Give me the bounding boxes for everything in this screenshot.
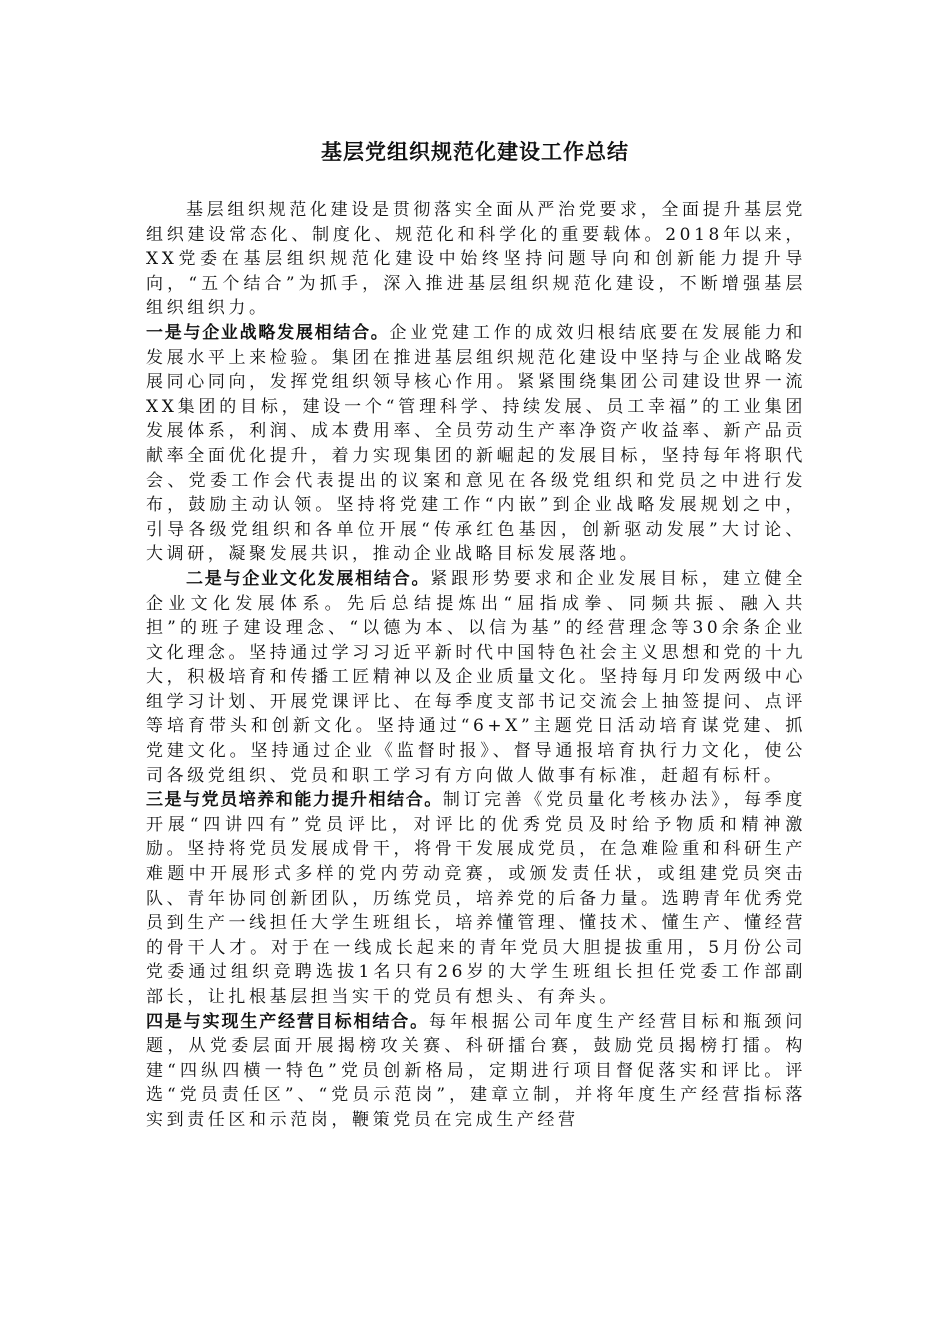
section-heading-4: 四是与实现生产经营目标相结合。 [146,1011,429,1032]
section-heading-1: 一是与企业战略发展相结合。 [146,322,390,343]
section-text-2: 紧跟形势要求和企业发展目标，建立健全企业文化发展体系。先后总结提炼出“屈指成拳、同频共振、融入共担”的班子建设理念、“以德为本、以信为基”的经营理念等30余条企业文化理念。坚持通过学习习近平新时代中国特色社会主义思想和党的十九大，积极培育和传播工匠精神以及企业质量文化。坚持每月印发两级中心组学习计划、开展党课评比、在每季度支部书记交流会上抽签提问、点评等培育带头和创新文化。坚持通过“6+X”主题党日活动培育谋党建、抓党建文化。坚持通过企业《监督时报》、督导通报培育执行力文化，使公司各级党组织、党员和职工学习有方向做人做事有标准，赶超有标杆。 [146,568,806,786]
section-paragraph-1 [146,321,806,567]
section-paragraph-2 [146,567,806,788]
section-paragraph-3 [146,788,806,1009]
section-text-3: 制订完善《党员量化考核办法》，每季度开展“四讲四有”党员评比，对评比的优秀党员及时给予物质和精神激励。坚持将党员发展成骨干，将骨干发展成党员，在急难险重和科研生产难题中开展形式多样的党内劳动竞赛，或颁发责任状，或组建党员突击队、青年协同创新团队，历练党员，培养党的后备力量。选聘青年优秀党员到生产一线担任大学生班组长，培养懂管理、懂技术、懂生产、懂经营的骨干人才。对于在一线成长起来的青年党员大胆提拔重用，5月份公司党委通过组织竞聘选拔1名只有26岁的大学生班组长担任党委工作部副部长，让扎根基层担当实干的党员有想头、有奔头。 [146,790,806,1007]
section-heading-3: 三是与党员培养和能力提升相结合。 [146,790,443,811]
intro-paragraph: 基层组织规范化建设是贯彻落实全面从严治党要求，全面提升基层党组织建设常态化、制度化、规范化和科学化的重要载体。2018年以来，XX党委在基层组织规范化建设中始终坚持问题导向和创新能力提升导向，“五个结合”为抓手，深入推进基层组织规范化建设，不断增强基层组织组织力。 [146,200,806,319]
section-heading-2: 二是与企业文化发展相结合。 [186,568,431,589]
section-paragraph-4 [146,1010,806,1133]
document-title: 基层党组织规范化建设工作总结 [321,140,629,164]
document-body [146,198,806,1133]
section-text-4: 每年根据公司年度生产经营目标和瓶颈问题，从党委层面开展揭榜攻关赛、科研擂台赛，鼓励党员揭榜打擂。构建“四纵四横一特色”党员创新格局，定期进行项目督促落实和评比。评选“党员责任区”、“党员示范岗”，建章立制，并将年度生产经营指标落实到责任区和示范岗，鞭策党员在完成生产经营 [146,1011,806,1130]
section-text-1: 企业党建工作的成效归根结底要在发展能力和发展水平上来检验。集团在推进基层组织规范化建设中坚持与企业战略发展同心同向，发挥党组织领导核心作用。紧紧围绕集团公司建设世界一流XX集团的目标，建设一个“管理科学、持续发展、员工幸福”的工业集团发展体系，利润、成本费用率、全员劳动生产率净资产收益率、新产品贡献率全面优化提升，着力实现集团的新崛起的发展目标，坚持每年将职代会、党委工作会代表提出的议案和意见在各级党组织和党员之中进行发布，鼓励主动认领。坚持将党建工作“内嵌”到企业战略发展规划之中，引导各级党组织和各单位开展“传承红色基因，创新驱动发展”大讨论、大调研，凝聚发展共识，推动企业战略目标发展落地。 [146,322,806,565]
